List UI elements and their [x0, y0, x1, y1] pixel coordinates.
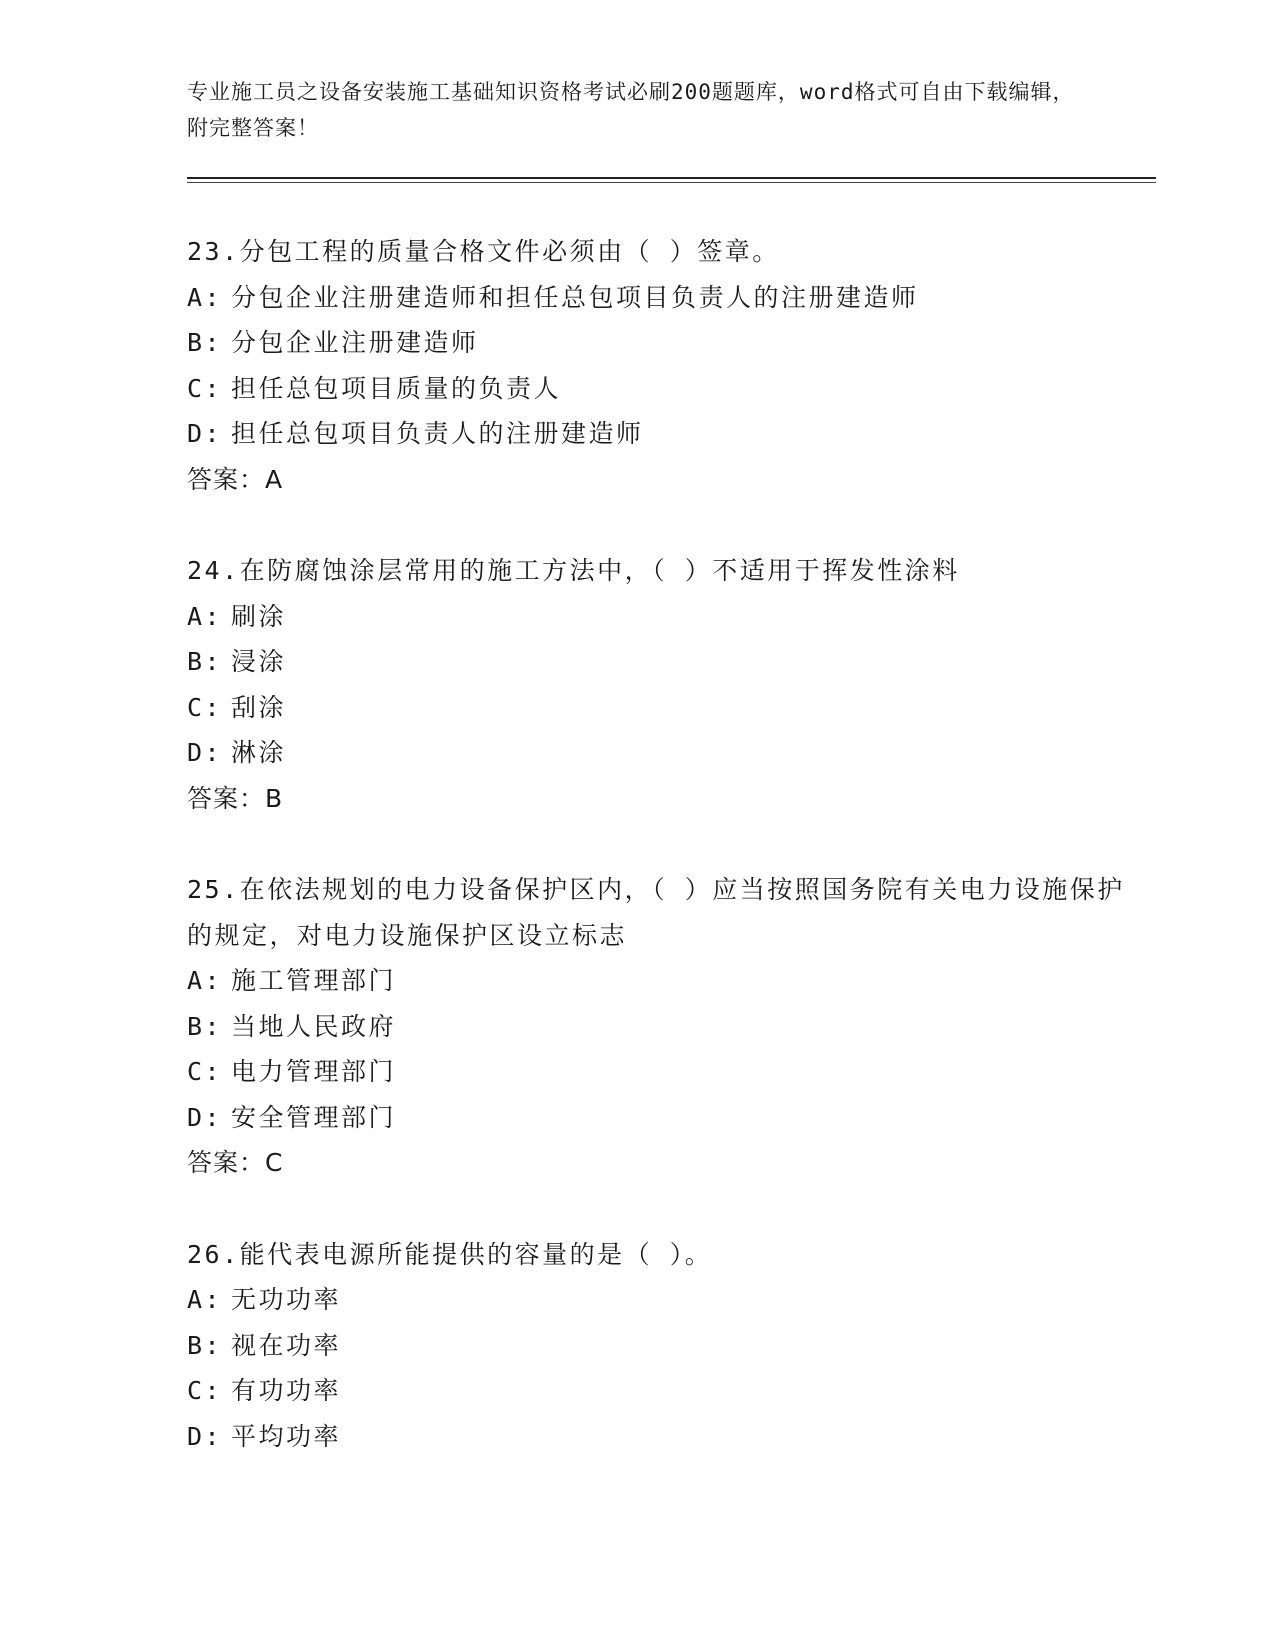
answer-option: [187, 594, 1147, 640]
answer-option: [187, 1004, 1147, 1050]
answer-key: 答案：B: [187, 783, 284, 813]
answer-option: [187, 1277, 1147, 1323]
option-letter: B:: [187, 1330, 223, 1360]
question-block: [187, 548, 1147, 821]
option-letter: D:: [187, 1421, 223, 1451]
question-block: [187, 1232, 1147, 1460]
answer-option: [187, 639, 1147, 685]
option-text: 施工管理部门: [231, 966, 397, 995]
option-text: 安全管理部门: [231, 1102, 397, 1132]
answer-option: [187, 1323, 1147, 1369]
header-rule-thin: [187, 182, 1156, 183]
question-list: [187, 229, 1147, 1505]
option-letter: B:: [187, 328, 223, 357]
option-letter: C:: [187, 1376, 223, 1405]
option-letter: A:: [187, 282, 223, 312]
option-letter: C:: [187, 373, 223, 403]
question-block: [187, 229, 1147, 502]
answer-key: 答案：C: [187, 1148, 284, 1177]
answer-option: [187, 366, 1147, 412]
question-block: [187, 867, 1147, 1186]
option-text: 分包企业注册建造师和担任总包项目负责人的注册建造师: [231, 282, 919, 312]
answer-option: [187, 320, 1147, 366]
option-letter: C:: [187, 1057, 223, 1086]
option-letter: B:: [187, 1011, 223, 1041]
option-text: 分包企业注册建造师: [231, 328, 479, 357]
answer-option: [187, 275, 1147, 321]
answer-option: [187, 730, 1147, 776]
question-stem: 23.分包工程的质量合格文件必须由（ ）签章。: [187, 237, 780, 266]
option-text: 无功功率: [231, 1285, 342, 1314]
option-text: 电力管理部门: [231, 1057, 397, 1086]
answer-option: [187, 1095, 1147, 1141]
option-letter: A:: [187, 966, 223, 995]
option-text: 视在功率: [231, 1330, 342, 1360]
question-stem: 25.在依法规划的电力设备保护区内，（ ）应当按照国务院有关电力设施保护的规定，对电力设施保护区设立标志: [187, 875, 1125, 950]
option-letter: D:: [187, 419, 223, 448]
answer-option: [187, 411, 1147, 457]
option-letter: A:: [187, 601, 223, 631]
answer-option: [187, 1368, 1147, 1414]
option-letter: C:: [187, 692, 223, 722]
option-text: 浸涂: [231, 647, 287, 676]
question-stem: 26.能代表电源所能提供的容量的是（ ）。: [187, 1239, 713, 1269]
option-text: 有功功率: [231, 1376, 342, 1405]
option-letter: A:: [187, 1285, 223, 1314]
answer-option: [187, 685, 1147, 731]
answer-option: [187, 1049, 1147, 1095]
option-text: 担任总包项目负责人的注册建造师: [231, 419, 644, 448]
option-text: 当地人民政府: [231, 1011, 397, 1041]
answer-key: 答案：A: [187, 464, 284, 494]
option-text: 刮涂: [231, 692, 287, 722]
option-text: 淋涂: [231, 738, 287, 767]
option-letter: D:: [187, 738, 223, 767]
document-header: 专业施工员之设备安装施工基础知识资格考试必刷200题题库，word格式可自由下载编辑，附完整答案！: [187, 80, 1075, 140]
option-text: 平均功率: [231, 1421, 342, 1451]
answer-option: [187, 958, 1147, 1004]
answer-option: [187, 1414, 1147, 1460]
option-letter: D:: [187, 1102, 223, 1132]
header-rule-thick: [187, 177, 1156, 179]
option-text: 担任总包项目质量的负责人: [231, 373, 562, 403]
option-text: 刷涂: [231, 601, 287, 631]
option-letter: B:: [187, 647, 223, 676]
question-stem: 24.在防腐蚀涂层常用的施工方法中，（ ）不适用于挥发性涂料: [187, 556, 960, 585]
